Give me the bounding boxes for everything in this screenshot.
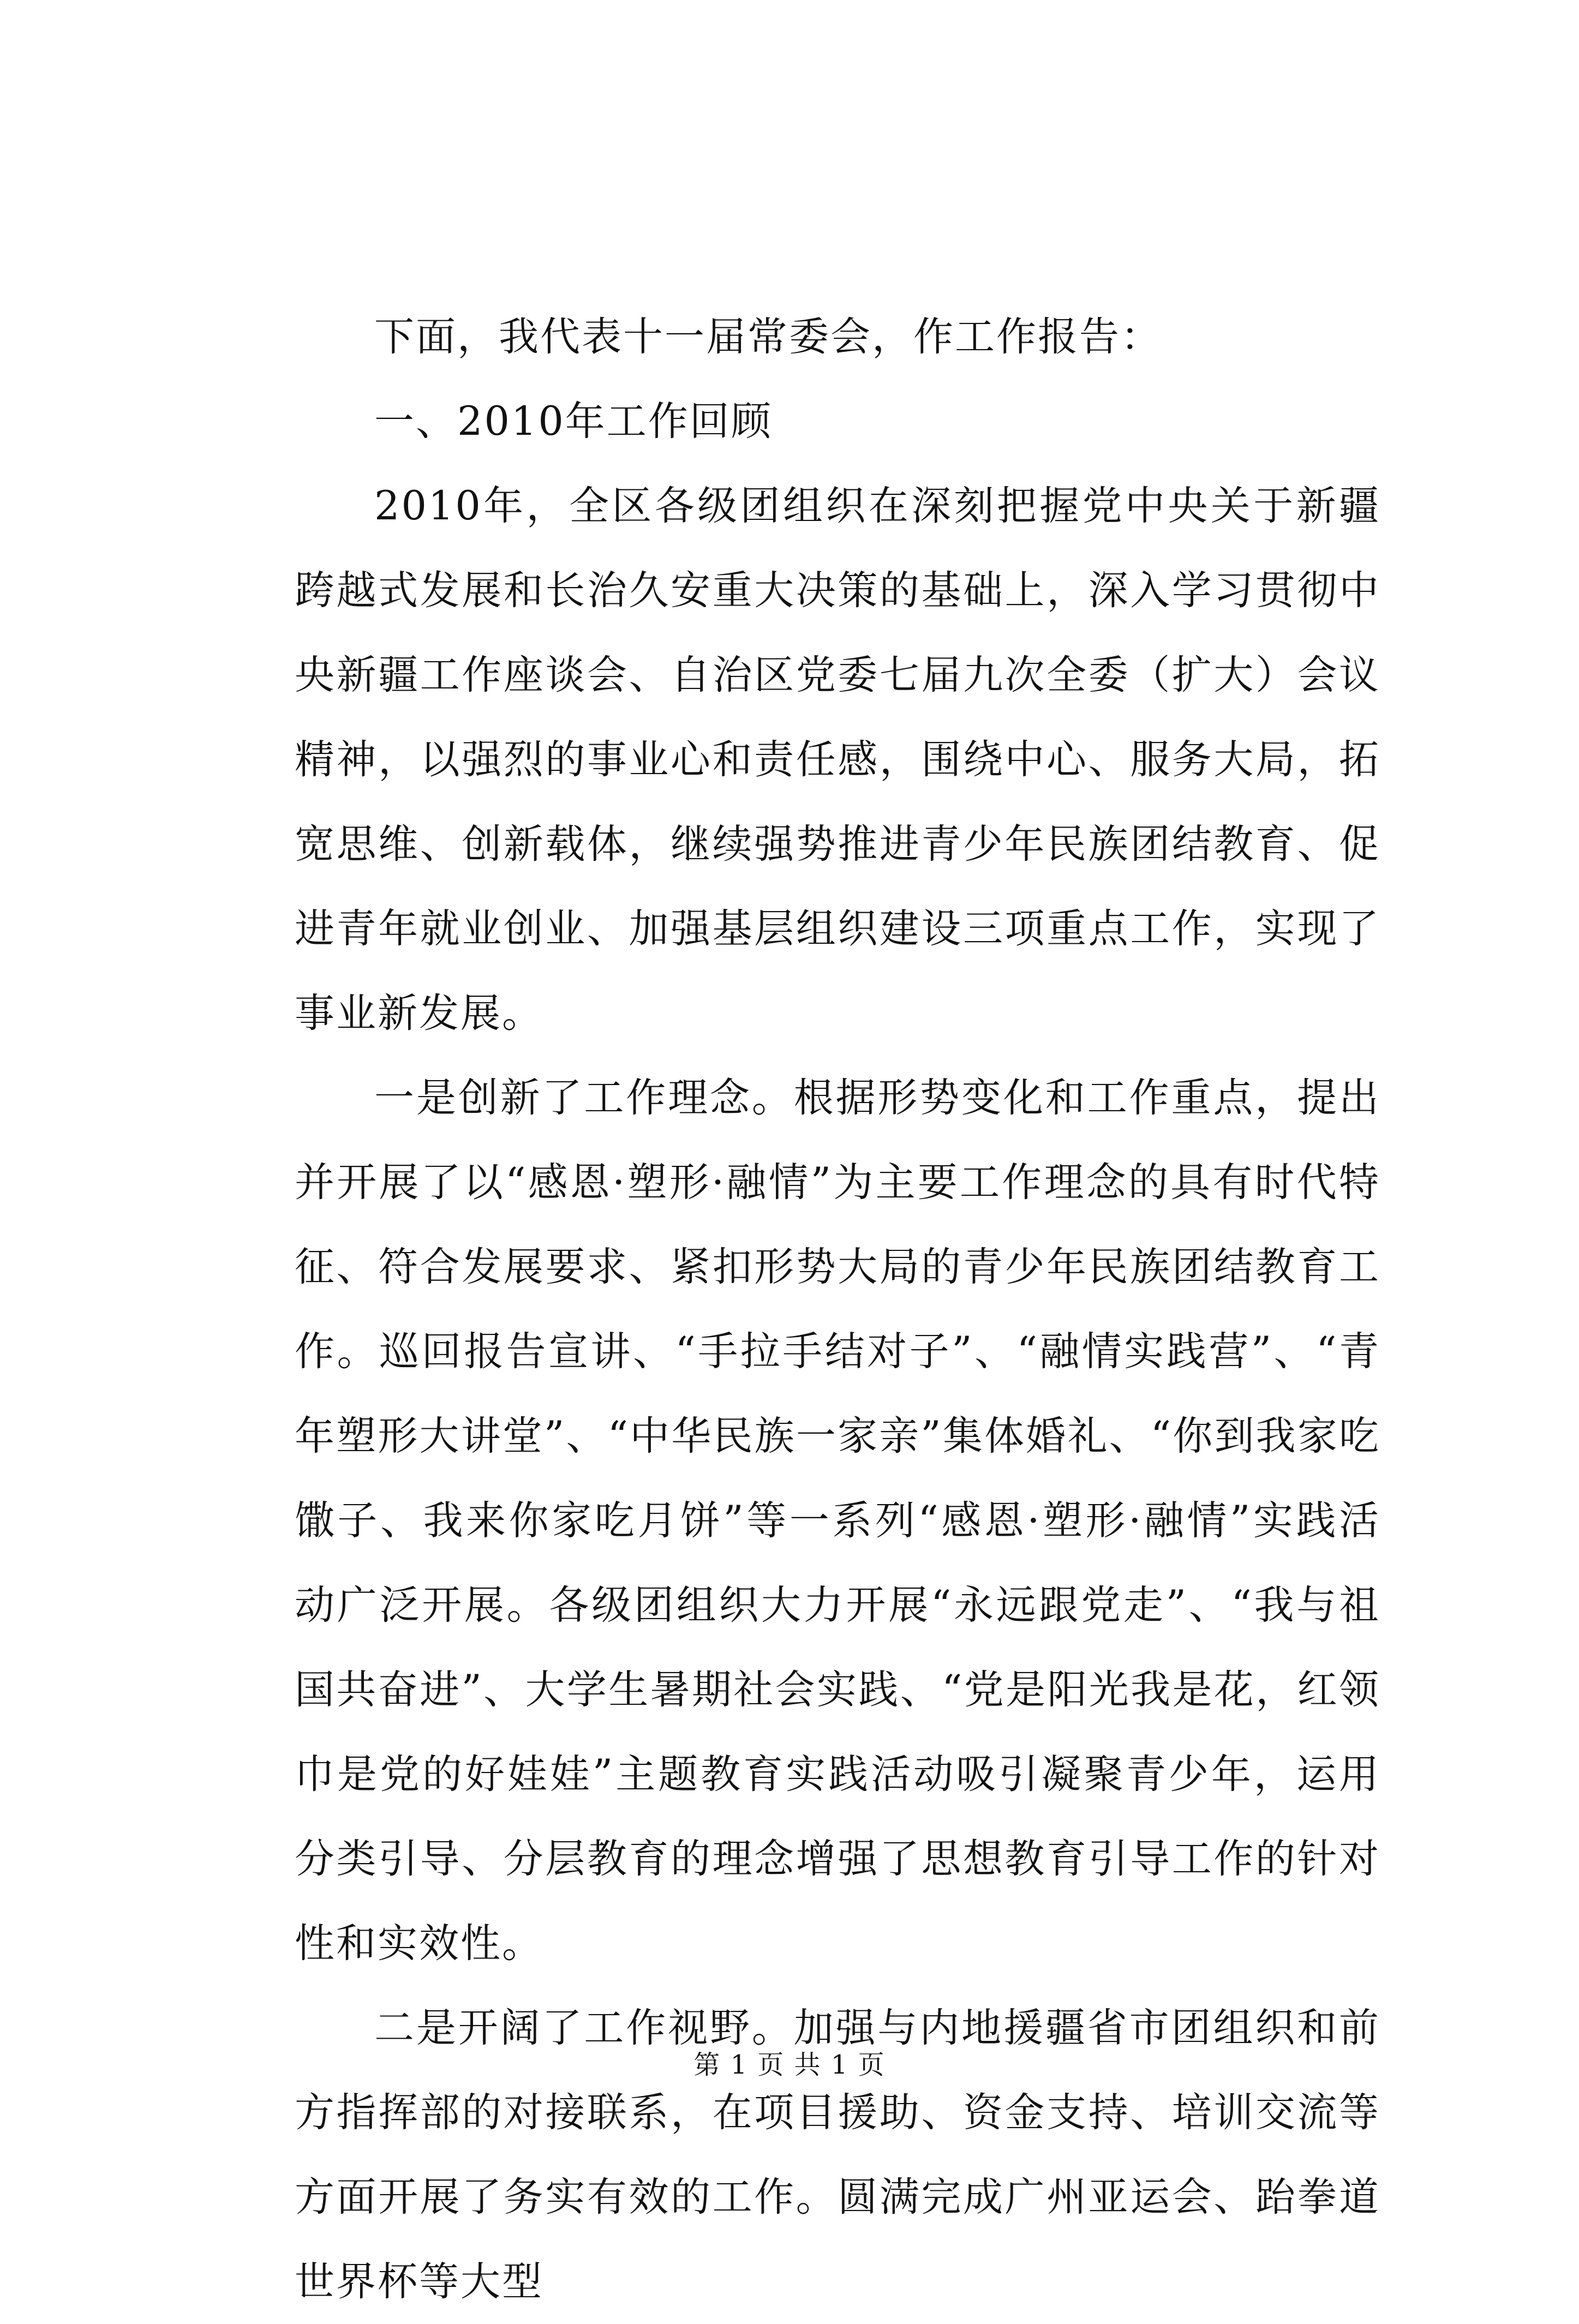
page-footer: 第 1 页 共 1 页 <box>693 2050 886 2080</box>
paragraph-point-two: 二是开阔了工作视野。加强与内地援疆省市团组织和前方指挥部的对接联系，在项目援助、资金支持、培训交流等方面开展了务实有效的工作。圆满完成广州亚运会、跆拳道世界杯等大型 <box>295 2005 1380 2305</box>
document-body <box>295 295 1380 2324</box>
paragraph-overview: 2010年，全区各级团组织在深刻把握党中央关于新疆跨越式发展和长治久安重大决策的基础上，深入学习贯彻中央新疆工作座谈会、自治区党委七届九次全委（扩大）会议精神，以强烈的事业心和责任感，围绕中心、服务大局，拓宽思维、创新载体，继续强势推进青少年民族团结教育、促进青年就业创业、加强基层组织建设三项重点工作，实现了事业新发展。 <box>295 483 1380 1037</box>
paragraph-intro: 下面，我代表十一届常委会，作工作报告： <box>374 314 1162 360</box>
section-heading: 一、2010年工作回顾 <box>374 398 773 445</box>
paragraph-point-one: 一是创新了工作理念。根据形势变化和工作重点，提出并开展了以“感恩·塑形·融情”为主要工作理念的具有时代特征、符合发展要求、紧扣形势大局的青少年民族团结教育工作。巡回报告宣讲、“手拉手结对子”、“融情实践营”、“青年塑形大讲堂”、“中华民族一家亲”集体婚礼、“你到我家吃馓子、我来你家吃月饼”等一系列“感恩·塑形·融情”实践活动广泛开展。各级团组织大力开展“永远跟党走”、“我与祖国共奋进”、大学生暑期社会实践、“党是阳光我是花，红领巾是党的好娃娃”主题教育实践活动吸引凝聚青少年，运用分类引导、分层教育的理念增强了思想教育引导工作的针对性和实效性。 <box>295 1075 1380 1967</box>
